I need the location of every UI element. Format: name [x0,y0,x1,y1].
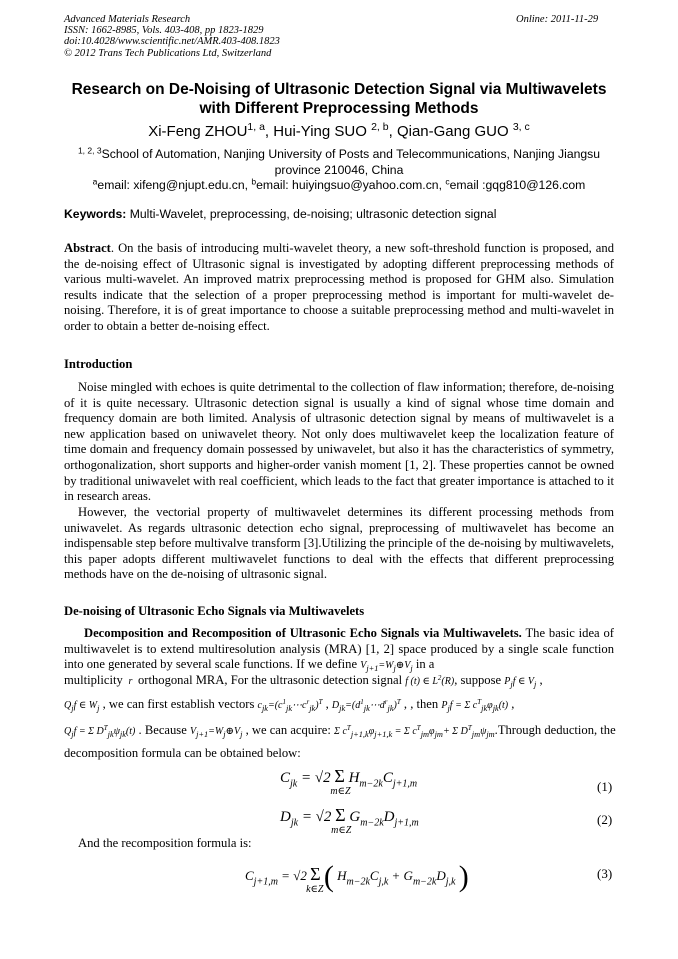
author-sup: 3, c [512,121,530,134]
author-name: Hui-Ying SUO [273,123,367,140]
text-fragment: orthogonal MRA, For the ultrasonic detection signal [138,673,403,687]
author-sup: 2, b [371,121,389,134]
math-inline-acquire: Σ $c^T_{j+1,k}\varphi_{j+1,k} = \Sigma$ $c^T_{jm}\varphi_{jm}+ \Sigma$ $D^T_{jm}\psi_{jm}$ [334,724,495,739]
math-inline-because: $V_{j+1}=W_j\oplus V_j$ [189,726,243,739]
copyright-line: © 2012 Trans Tech Publications Ltd, Switzerland [64,47,272,59]
affiliation-line-1: School of Automation, Nanjing University of Posts and Telecommunications, Nanjing Jiangsu [101,147,601,161]
email-link[interactable]: email :gqg810@126.com [449,178,586,192]
keywords-text: Multi-Wavelet, preprocessing, de-noising; ultrasonic detection signal [129,207,497,221]
journal-header [64,14,280,59]
math-inline-qjf: $Q_jf = \Sigma$ $D^T_{jk}\psi_{jk}(t)$ [64,724,136,739]
journal-name: Advanced Materials Research [64,14,191,25]
math-line-1: multiplicity r orthogonal MRA, For the ultrasonic detection signal f (t) ∈ $L^2(R)$, suppose $P_jf$ ∈ $V_j$ , [64,673,543,689]
text-fragment: , we can acquire: [245,723,331,737]
math-line-2: $Q_jf$ ∈ $W_j$ , we can first establish vectors $c_{jk}=(c^1_{jk}\cdots c^r_{jk})^T$ , $D_{jk}=(d^1_{jk}\cdots d^r_{jk})^T$ , , then $P_jf = \Sigma$ $c^T_{jk}\varphi_{jk}(t)$ , [64,697,515,713]
paper-title [40,80,638,118]
section-paragraph [64,626,614,677]
issn-line: ISSN: 1662-8985, Vols. 403-408, pp 1823-1829 [64,25,264,37]
equation-3: $C_{j+1,m} = √2$ Σ k∈Z ( $H_{m-2k}C_{j,k} + G_{m-2k}D_{j,k}$ ) [245,860,469,895]
email-link[interactable]: email: xifeng@njupt.edu.cn, [97,178,249,192]
author-name: Qian-Gang GUO [396,123,509,140]
abstract [64,241,614,335]
text-fragment: , then [410,697,439,711]
abstract-text: . On the basis of introducing multi-wavelet theory, a new soft-threshold function is proposed, and the de-noising effect of Ultrasonic signal is investigated by adopting different preprocessing methods of various multi-wavelet. An improved matrix preprocessing method is proposed for GHM also. Simulation results indicate that the selection of a proper preprocessing method is important for multi-wavelet de-noising. Therefore, it is of great importance to choose a suitable preprocessing method and multi-wavelet in order to obtain a better de-noising effect. [64,241,614,333]
text-line: decomposition formula can be obtained below: [64,746,301,760]
author-name: Xi-Feng ZHOU [148,123,248,140]
keywords [64,207,496,221]
email-sup: a [92,176,98,187]
math-inline-qj: $Q_jf$ ∈ $W_j$ [64,700,100,713]
text-fragment: . Because [138,723,187,737]
introduction-heading: Introduction [64,357,133,371]
equation-number: (3) [597,866,613,881]
author-list: Xi-Feng ZHOU$^{1, a}$, Hui-Ying SUO $^{2, b}$, Qian-Gang GUO $^{3, c}$ [148,121,530,140]
text-fragment: .Through deduction, the [494,723,616,737]
title-line-2: with Different Preprocessing Methods [199,100,479,117]
introduction-paragraph-2: However, the vectorial property of multiwavelet determines its different processing methods from uniwavelet. As regards ultrasonic detection echo signal, preprocessing of multiwavelet has become an indispensable step before multivalve transform [3].Utilizing the principle of the de-noising by multiwavelets, this paper adopts different multiwavelet functions to deal with the effects that different preprocessing methods have on the de-noising of ultrasonic signal. [64,505,614,582]
doi-line: doi:10.4028/www.scientific.net/AMR.403-408.1823 [64,36,280,48]
affiliation [60,147,618,178]
email-sup: b [251,176,257,187]
section-text-b: in a [415,657,435,672]
text-fragment: multiplicity [64,673,123,687]
math-inline-pj: $P_jf$ ∈ $V_j$ [504,676,537,689]
equation-2: $D_{jk} = √2$ Σ m∈Z $G_{m-2k}D_{j+1,m}$ [280,805,419,836]
affiliation-line-2: province 210046, China [274,162,404,177]
online-date: Online: 2011-11-29 [516,14,599,25]
text-fragment: , suppose [454,673,502,687]
equation-number: (2) [597,812,613,827]
equation-1: $C_{jk} = √2$ Σ m∈Z $H_{m-2k}C_{j+1,m}$ [280,766,418,797]
section-text-a: The basic idea of multiwavelet is to extend multiresolution analysis (MRA) [1, 2] space produced by a single scale function into one generated by several scale functions. If we define [64,626,614,672]
math-inline-r: r [125,676,135,687]
math-line-3 [64,723,614,739]
text-fragment: , we can first establish vectors [102,697,255,711]
math-inline-cjk: $c_{jk}=(c^1_{jk}\cdots c^r_{jk})^T$ [257,698,323,713]
subsection-heading: Decomposition and Recomposition of Ultrasonic Echo Signals via Multiwavelets. [84,626,522,640]
affiliation-sup: 1, 2, 3 [77,145,102,156]
email-list [40,178,638,192]
abstract-label: Abstract [64,241,111,255]
math-inline-djk: $D_{jk}=(d^1_{jk}\cdots d^r_{jk})^T$ [331,698,401,713]
keywords-label: Keywords: [64,207,127,221]
text-line: And the recomposition formula is: [78,836,252,850]
title-line-1: Research on De-Noising of Ultrasonic Detection Signal via Multiwavelets [71,81,607,98]
email-sup: c [445,176,450,187]
email-link[interactable]: email: huiyingsuo@yahoo.com.cn, [256,178,442,192]
section-heading: De-noising of Ultrasonic Echo Signals via Multiwavelets [64,604,365,618]
introduction-paragraph-1: Noise mingled with echoes is quite detrimental to the collection of flaw information; therefore, de-noising of it is quite necessary. Ultrasonic detection signal is usually a kind of signal whose time domain and frequency domain are both limited. Analysis of ultrasonic detection signal by means of multiwavelet is a new application based on uniwavelet theory. Not only does multiwavelet keep the localization feature of time domain and frequency domain possessed by uniwavelet, but also it has the characteristics of symmetry, orthogonalization, short supports and higher-order vanish moment [1, 2]. These properties cannot be owned by traditional uniwavelet with real coefficient, which leads to the fact that greater importance is attached to it in research areas. [64,380,614,504]
equation-number: (1) [597,779,613,794]
math-inline-pjf: $P_jf = \Sigma$ $c^T_{jk}\varphi_{jk}(t)$ [441,698,509,713]
math-inline-vj: $V_{j+1}=W_j\oplus V_j$ [360,660,413,674]
math-inline-f: f (t) ∈ $L^2(R)$ [405,674,455,687]
author-sup: 1, a [247,121,265,134]
